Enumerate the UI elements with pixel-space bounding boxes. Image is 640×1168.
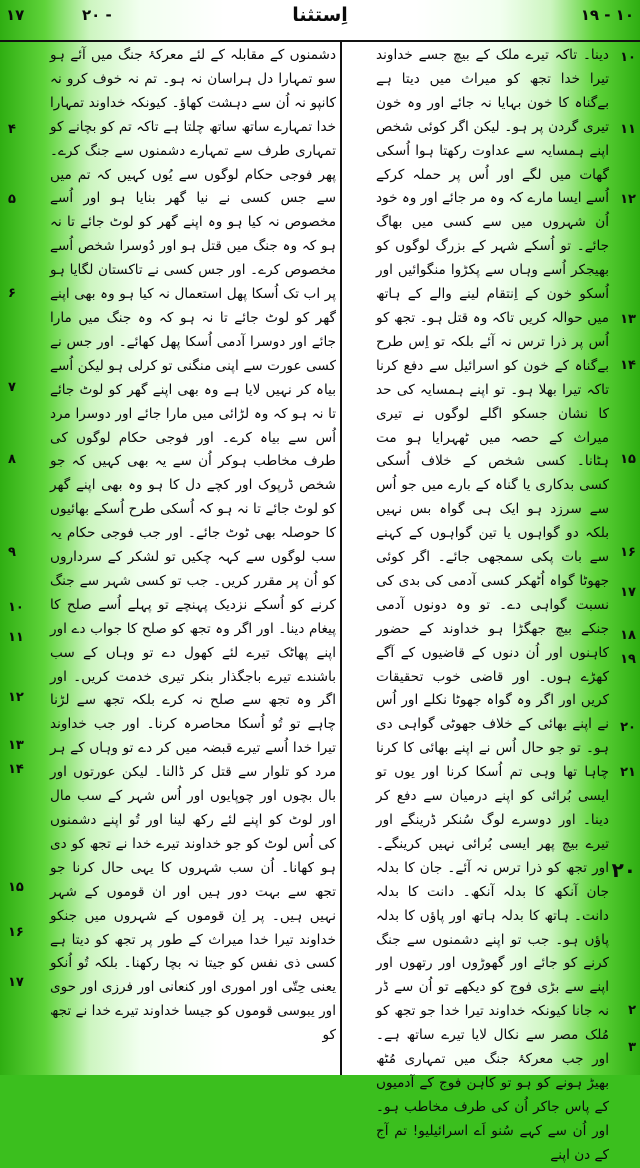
- verse-number: ۱۵: [8, 880, 24, 895]
- verse-number: ۳: [628, 1040, 636, 1055]
- verse-number: ۱۰: [620, 50, 636, 65]
- verse-number: ۱۱: [620, 122, 636, 137]
- verse-number: ۲۱: [620, 765, 636, 780]
- verse-number: ۱۲: [620, 192, 636, 207]
- right-column-text: دینا۔ تاکہ تیرے ملک کے بیچ جسے خداوند تیرا خدا تجھ کو میراث میں دیتا ہے بےگناہ کا خون بہایا نہ جائے اور وہ خون تیری گردن پر ہو۔ لیکن اگر کوئی شخص اپنے ہمسایہ سے عداوت رکھتا ہوا اُسکی گھات میں لگے اور اُس پر حملہ کرکے اُسے ایسا مارے کہ وہ مر جائے اور وہ خود اُن شہروں میں سے کسی میں بھاگ جائے۔ تو اُسکے شہر کے بزرگ لوگوں کو بھیجکر اُسے وہاں سے پکڑوا منگوائیں اور اُسکو خون کے اِنتقام لینے والے کے ہاتھ میں حوالہ کریں تاکہ وہ قتل ہو۔ تجھ کو اُس پر ذرا ترس نہ آئے بلکہ تو اِس طرح بےگناہ کے خون کو اسرائیل سے دفع کرنا تاکہ تیرا بھلا ہو۔ تو اپنے ہمسایہ کی حد کا نشان جسکو اگلے لوگوں نے تیری میراث کے حصہ میں ٹھہرایا ہو مت ہٹانا۔ کسی شخص کے خلاف اُسکی کسی بدکاری یا گناہ کے بارے میں جو اُس سے سرزد ہو ایک ہی گواہ بس نہیں بلکہ دو گواہوں یا تین گواہوں کے کہنے سے بات پکی سمجھی جائے۔ اگر کوئی جھوٹا گواہ اُٹھکر کسی آدمی کی بدی کی نسبت گواہی دے۔ تو وہ دونوں آدمی جنکے بیچ جھگڑا ہو خداوند کے حضور کاہنوں اور اُن دنوں کے قاضیوں کے آگے کھڑے ہوں۔ اور قاضی خوب تحقیقات کریں اور اگر وہ گواہ جھوٹا نکلے اور اُس نے اپنے بھائی کے خلاف جھوٹی گواہی دی ہو۔ تو جو حال اُس نے اپنے بھائی کا کرنا چاہا تھا وہی تم اُسکا کرنا اور یوں تو ایسی بُرائی کو اپنے درمیان سے دفع کر دینا۔ اور دوسرے لوگ سُنکر ڈرینگے اور تیرے بیچ پھر ایسی بُرائی نہیں کرینگے۔ اور تجھ کو ذرا ترس نہ آئے۔ جان کا بدلہ جان آنکھ کا بدلہ آنکھ۔ دانت کا بدلہ دانت۔ ہاتھ کا بدلہ ہاتھ اور پاؤں کا بدلہ پاؤں ہو۔ جب تو اپنے دشمنوں سے جنگ کرنے کو جائے اور گھوڑوں اور رتھوں اور اپنے سے بڑی فوج کو دیکھے تو اُن سے ڈر نہ جانا کیونکہ خداوند تیرا خدا جو تجھ کو مُلک مصر سے نکال لایا تیرے ساتھ ہے۔ اور جب معرکۂ جنگ میں تمہاری مُٹھ بھیڑ ہونے کو ہو تو کاہن فوج کے آدمیوں کے پاس جاکر اُن کی طرف مخاطب ہو۔ اور اُن سے کہے سُنو اَے اسرائیلیو! تم آج کے دن اپنے: [376, 47, 609, 1163]
- verse-number: ۲۰: [620, 720, 636, 735]
- verse-number: ۱۵: [620, 452, 636, 467]
- verse-number: ۱۶: [8, 925, 24, 940]
- right-column: [376, 44, 609, 1163]
- verse-number: ۱۰: [8, 600, 24, 615]
- header-reference-left: ۱۷: [6, 6, 25, 24]
- verse-number: ۲: [628, 1003, 636, 1018]
- verse-number: ۱۶: [620, 545, 636, 560]
- verse-number: ۱۱: [8, 630, 24, 645]
- verse-number: ۶: [8, 286, 16, 301]
- chapter-marker: ۲۰: [611, 858, 636, 882]
- verse-number: ۱۳: [620, 312, 636, 327]
- verse-number: ۵: [8, 192, 16, 207]
- verse-number: ۷: [8, 380, 16, 395]
- verse-number: ۱۹: [620, 652, 636, 667]
- verse-number: ۱۲: [8, 690, 24, 705]
- left-column-text: دشمنوں کے مقابلہ کے لئے معرکۂ جنگ میں آئے ہو سو تمہارا دل ہراسان نہ ہو۔ تم نہ خوف کرو نہ کانپو نہ اُن سے دہشت کھاؤ۔ کیونکہ خداوند تمہارا خدا تمہارے ساتھ ساتھ چلتا ہے تاکہ تم کو بچانے کو تمہاری طرف سے تمہارے دشمنوں سے جنگ کرے۔ پھر فوجی حکام لوگوں سے یُوں کہیں کہ تم میں سے جس کسی نے نیا گھر بنایا ہو اور اُسے مخصوص نہ کیا ہو وہ اپنے گھر کو لوٹ جائے تا نہ ہو کہ وہ جنگ میں قتل ہو اور دُوسرا شخص اُسے مخصوص کرے۔ اور جس کسی نے تاکستان لگایا ہو پر اب تک اُسکا پھل استعمال نہ کیا ہو وہ بھی اپنے گھر کو لوٹ جائے تا نہ ہو کہ وہ جنگ میں مارا جائے اور دوسرا آدمی اُسکا پھل کھائے۔ اور جس نے کسی عورت سے اپنی منگنی تو کرلی ہو لیکن اُسے بیاہ کر نہیں لایا ہے وہ بھی اپنے گھر کو لوٹ جائے تا نہ ہو کہ وہ لڑائی میں مارا جائے اور دوسرا مرد اُس سے بیاہ کرے۔ اور فوجی حکام لوگوں کی طرف مخاطب ہوکر اُن سے یہ بھی کہیں کہ جو شخص ڈرپوک اور کچے دل کا ہو وہ بھی اپنے گھر کو لوٹ جائے تا نہ ہو کہ اُسکی طرح اُسکے بھائیوں کا حوصلہ بھی ٹوٹ جائے۔ اور جب فوجی حکام یہ سب لوگوں سے کہہ چکیں تو لشکر کے سرداروں کو اُن پر مقرر کریں۔ جب تو کسی شہر سے جنگ کرنے کو اُسکے نزدیک پہنچے تو پہلے اُسے صلح کا پیغام دینا۔ اور اگر وہ تجھ کو صلح کا جواب دے اور اپنے پھاٹک تیرے لئے کھول دے تو وہاں کے سب باشندے تیرے باجگذار بنکر تیری خدمت کریں۔ اور اگر وہ تجھ سے صلح نہ کرے بلکہ تجھ سے لڑنا چاہے تو تُو اُسکا محاصرہ کرنا۔ اور جب خداوند تیرا خدا اُسے تیرے قبضہ میں کر دے تو وہاں کے ہر مرد کو تلوار سے قتل کر ڈالنا۔ لیکن عورتوں اور بال بچوں اور چوپایوں اور اُس شہر کے سب مال اور لوٹ کو اپنے لئے رکھ لینا اور تُو اپنے دشمنوں کی اُس لوٹ کو جو خداوند تیرے خدا نے تجھ کو دی ہو کھانا۔ اُن سب شہروں کا یہی حال کرنا جو تجھ سے بہت دور ہیں اور ان قوموں کے شہر نہیں ہیں۔ پر اِن قوموں کے شہروں میں جنکو خداوند تیرا خدا میراث کے طور پر تجھ کو دیتا ہے کسی ذی نفس کو جیتا نہ بچا رکھنا۔ بلکہ تُو اُنکو یعنی حِتّی اور اموری اور کنعانی اور فرزی اور حوی اور یبوسی قوموں کو جیسا خداوند تیرے خدا نے تجھ کو: [50, 47, 336, 1044]
- verse-number: ۱۳: [8, 738, 24, 753]
- book-title: اِستثنا: [292, 4, 348, 26]
- header-reference-right: ۱۹ - ۱۰: [580, 6, 634, 24]
- verse-number: ۱۸: [620, 628, 636, 643]
- verse-number: ۴: [8, 122, 16, 137]
- page-header: [0, 0, 640, 42]
- verse-number: ۱۷: [620, 585, 636, 600]
- column-divider: [340, 40, 342, 1075]
- verse-number: ۸: [8, 452, 16, 467]
- verse-number: ۱۴: [620, 358, 636, 373]
- verse-number: ۱۴: [8, 762, 24, 777]
- verse-number: ۱۷: [8, 975, 24, 990]
- header-reference-left-number: ۲۰ -: [82, 6, 112, 24]
- left-column: [50, 44, 336, 1072]
- verse-number: ۹: [8, 545, 16, 560]
